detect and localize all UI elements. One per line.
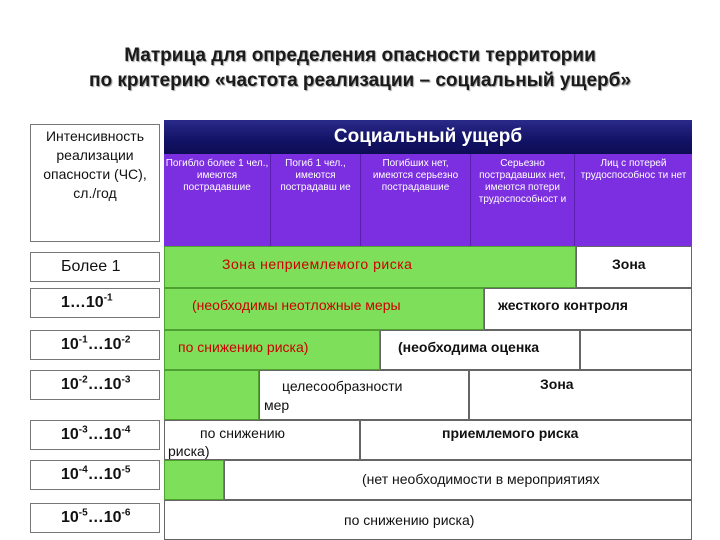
column-header-2: Погиб 1 чел., имеются пострадавш ие bbox=[271, 154, 361, 246]
row-label: $10^{-2}\dots 10^{-3}$ bbox=[30, 370, 160, 400]
column-header-3: Погибших нет, имеются серьезно пострадавшие bbox=[361, 154, 471, 246]
strict-control-zone-note: (необходима оценка bbox=[398, 339, 540, 355]
strict-control-zone-note: мер bbox=[264, 397, 290, 413]
acceptable-zone-note: (нет необходимости в мероприятиях bbox=[362, 471, 600, 487]
column-header-1: Погибло более 1 чел., имеются пострадавшие bbox=[164, 154, 271, 246]
column-header-4: Серьезно пострадавших нет, имеются потери трудоспособност и bbox=[471, 154, 575, 246]
row-label: $1\dots 10^{-1}$ bbox=[30, 288, 160, 318]
strict-control-zone-title: жесткого контроля bbox=[498, 297, 628, 313]
unacceptable-zone-cell bbox=[164, 460, 224, 500]
unacceptable-zone-title: Зона неприемлемого риска bbox=[222, 256, 413, 272]
acceptable-zone-title: Зона bbox=[540, 376, 574, 392]
unacceptable-zone-cell bbox=[164, 370, 259, 420]
row-label: $10^{-5}\dots 10^{-6}$ bbox=[30, 503, 160, 533]
acceptable-zone-note: по снижению риска) bbox=[344, 512, 475, 528]
strict-control-zone-note: риска) bbox=[168, 443, 210, 459]
social-damage-banner: Социальный ущерб bbox=[164, 120, 692, 154]
column-header-5: Лиц с потерей трудоспособнос ти нет bbox=[575, 154, 692, 246]
acceptable-zone-cell bbox=[580, 330, 692, 370]
row-label: $10^{-1}\dots 10^{-2}$ bbox=[30, 330, 160, 360]
acceptable-zone-title: приемлемого риска bbox=[442, 425, 579, 441]
strict-control-zone-note: по снижению bbox=[200, 425, 286, 441]
row-label: Более 1 bbox=[30, 252, 160, 282]
row-label: $10^{-3}\dots 10^{-4}$ bbox=[30, 420, 160, 450]
strict-control-zone-note: целесообразности bbox=[282, 378, 403, 394]
title-line-2: по критерию «частота реализации – социальный ущерб» bbox=[89, 70, 631, 91]
frequency-axis-label: Интенсивность реализации опасности (ЧС), сл./год bbox=[30, 124, 160, 242]
strict-control-zone-title: Зона bbox=[612, 256, 646, 272]
unacceptable-zone-note: (необходимы неотложные меры bbox=[192, 297, 401, 313]
acceptable-zone-cell bbox=[469, 370, 692, 420]
row-label: $10^{-4}\dots 10^{-5}$ bbox=[30, 460, 160, 490]
title-line-1: Матрица для определения опасности территории bbox=[124, 45, 596, 66]
unacceptable-zone-note: по снижению риска) bbox=[178, 339, 309, 355]
